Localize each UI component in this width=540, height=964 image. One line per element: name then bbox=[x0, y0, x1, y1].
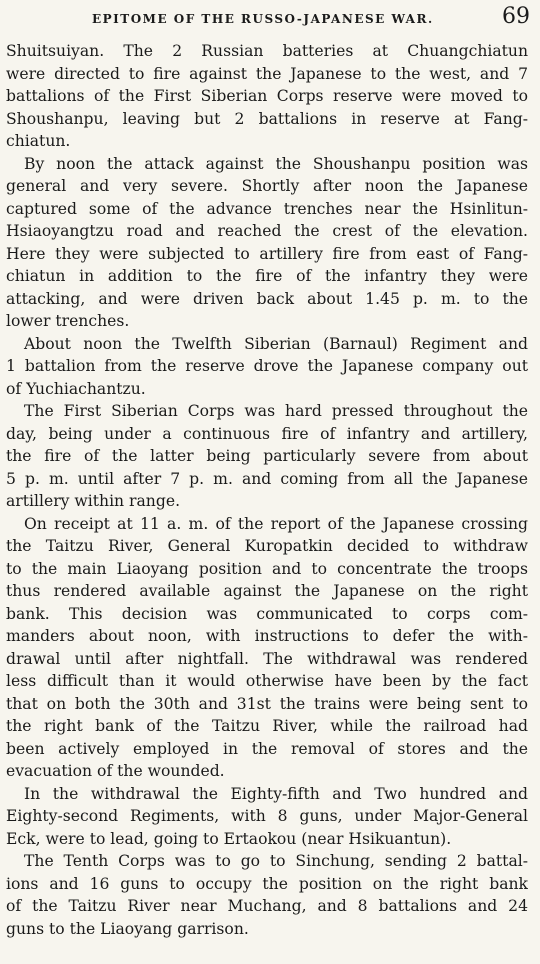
text-line: 5 p. m. until after 7 p. m. and coming from all the Japanese bbox=[6, 469, 528, 488]
text-line: lower trenches. bbox=[6, 312, 130, 330]
text-line: In the withdrawal the Eighty-fifth and Two hundred and bbox=[24, 784, 528, 803]
text-line: attacking, and were driven back about 1.45 p. m. to the bbox=[6, 289, 528, 308]
text-line: captured some of the advance trenches near the Hsinlitun- bbox=[6, 199, 528, 218]
text-line: Shoushanpu, leaving but 2 battalions in reserve at Fang- bbox=[6, 109, 528, 128]
text-line: The First Siberian Corps was hard pressed throughout the bbox=[24, 402, 528, 420]
text-line: less difficult than it would otherwise have been by the fact bbox=[6, 672, 528, 690]
text-line: of the Taitzu River near Muchang, and 8 battalions and 24 bbox=[6, 897, 528, 915]
text-line: Eighty-second Regiments, with 8 guns, under Major-General bbox=[6, 807, 528, 825]
text-line: of Yuchiachantzu. bbox=[6, 379, 146, 398]
text-line: Here they were subjected to artillery fire from east of Fang- bbox=[6, 244, 528, 263]
text-line: were directed to fire against the Japanese to the west, and 7 bbox=[6, 64, 528, 83]
text-line: guns to the Liaoyang garrison. bbox=[6, 919, 249, 938]
text-line: 1 battalion from the reserve drove the Japanese company out bbox=[6, 357, 528, 375]
text-line: bank. This decision was communicated to corps com- bbox=[6, 604, 528, 623]
text-line: the Taitzu River, General Kuropatkin decided to withdraw bbox=[6, 537, 528, 555]
text-line: drawal until after nightfall. The withdrawal was rendered bbox=[6, 649, 528, 668]
text-line: chiatun. bbox=[6, 132, 71, 150]
text-line: About noon the Twelfth Siberian (Barnaul) Regiment and bbox=[24, 334, 528, 353]
text-line: Hsiaoyangtzu road and reached the crest of the elevation. bbox=[6, 222, 528, 240]
body-text bbox=[6, 40, 528, 940]
text-line: manders about noon, with instructions to defer the with- bbox=[6, 627, 528, 645]
text-line: Eck, were to lead, going to Ertaokou (near Hsikuantun). bbox=[6, 829, 452, 848]
running-header bbox=[8, 4, 530, 34]
text-line: ions and 16 guns to occupy the position on the right bank bbox=[6, 874, 528, 893]
text-line: thus rendered available against the Japanese on the right bbox=[6, 582, 528, 600]
text-line: been actively employed in the removal of stores and the bbox=[6, 739, 528, 758]
text-line: Shuitsuiyan. The 2 Russian batteries at Chuangchiatun bbox=[6, 42, 528, 60]
text-line: day, being under a continuous fire of infantry and artillery, bbox=[6, 424, 528, 443]
text-line: artillery within range. bbox=[6, 492, 181, 510]
text-line: to the main Liaoyang position and to concentrate the troops bbox=[6, 559, 528, 578]
text-line: evacuation of the wounded. bbox=[6, 762, 225, 780]
text-line: general and very severe. Shortly after noon the Japanese bbox=[6, 177, 528, 195]
text-line: the right bank of the Taitzu River, while the railroad had bbox=[6, 717, 528, 735]
text-line: battalions of the First Siberian Corps reserve were moved to bbox=[6, 87, 528, 105]
text-line: On receipt at 11 a. m. of the report of the Japanese crossing bbox=[24, 514, 528, 533]
text-line: By noon the attack against the Shoushanpu position was bbox=[24, 154, 528, 173]
text-line: that on both the 30th and 31st the trains were being sent to bbox=[6, 694, 528, 713]
page-number: 69 bbox=[502, 4, 530, 29]
running-title: EPITOME OF THE RUSSO-JAPANESE WAR. bbox=[92, 12, 434, 26]
text-line: The Tenth Corps was to go to Sinchung, sending 2 battal- bbox=[24, 852, 528, 870]
text-line: chiatun in addition to the fire of the infantry they were bbox=[6, 267, 528, 285]
text-line: the fire of the latter being particularly severe from about bbox=[6, 447, 528, 465]
